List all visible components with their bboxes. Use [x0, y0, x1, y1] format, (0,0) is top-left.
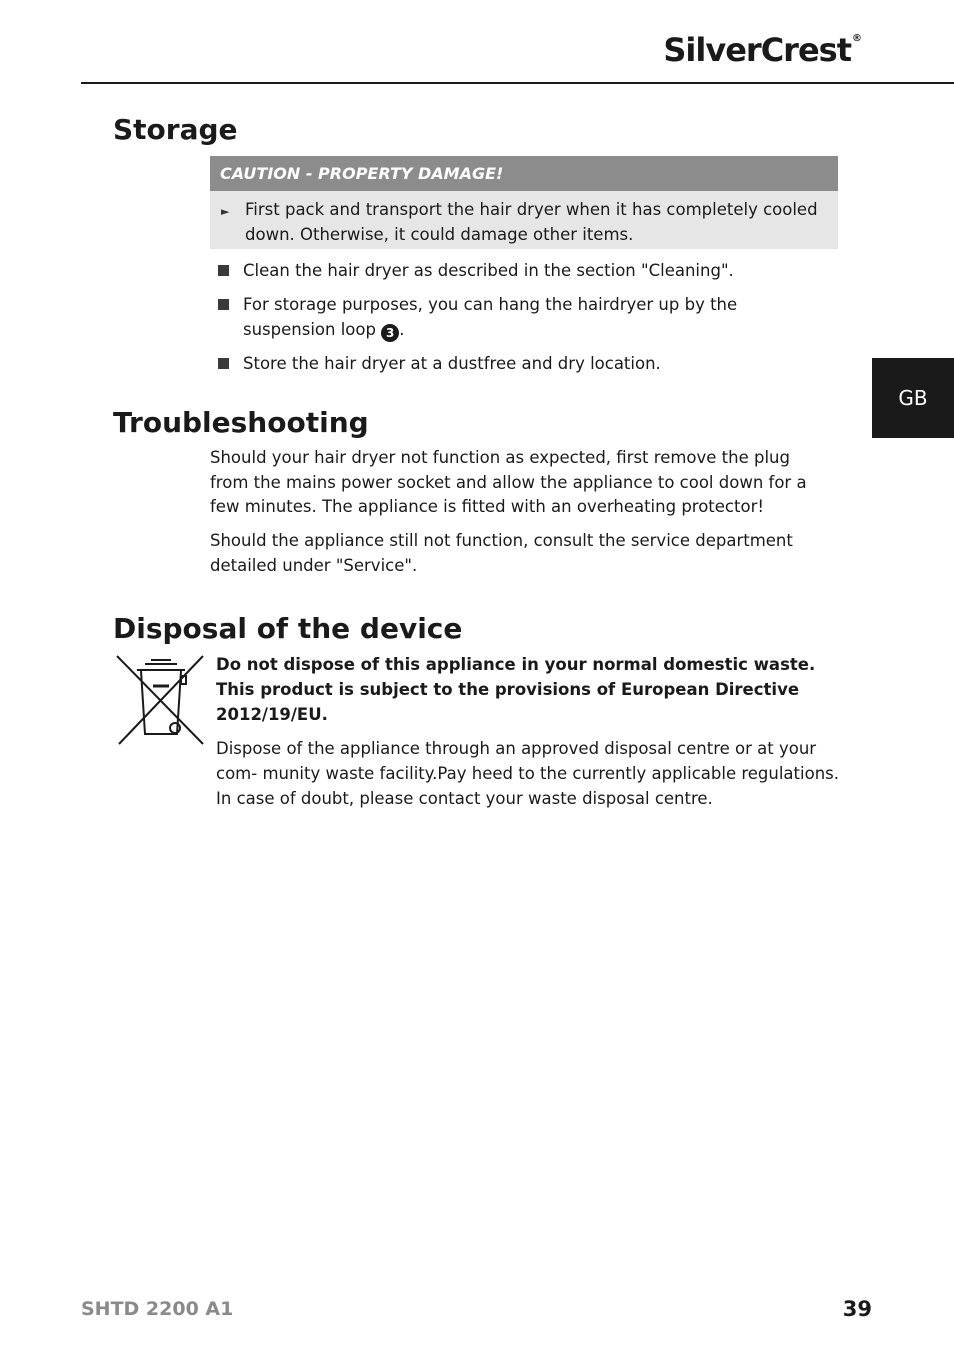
registered-mark: ® [852, 33, 862, 44]
troubleshooting-paragraph: Should the appliance still not function, consult the service department detailed under "Service". [210, 531, 793, 575]
disposal-heading: Disposal of the device [113, 612, 463, 645]
caution-text: First pack and transport the hair dryer when it has completely cooled down. Otherwise, it could damage other items. [245, 200, 818, 244]
troubleshooting-paragraph: Should your hair dryer not function as expected, first remove the plug from the mains power socket and allow the appliance to cool down for a few minutes. The appliance is fitted with an overheating protector! [210, 448, 807, 516]
list-item-text-suffix: . [399, 320, 405, 339]
disposal-paragraph: Dispose of the appliance through an approved disposal centre or at your com- munity waste facility.Pay heed to the currently applicable regulations. In case of doubt, please contact your waste disposal centre. [216, 739, 839, 808]
caution-box [210, 156, 838, 249]
list-item [216, 258, 826, 283]
header-rule [81, 82, 954, 84]
language-tab-label: GB [898, 386, 928, 410]
caution-title: CAUTION - PROPERTY DAMAGE! [210, 156, 838, 191]
brand-name: SilverCrest [663, 31, 851, 69]
list-item-text: Store the hair dryer at a dustfree and dry location. [243, 354, 661, 373]
list-item-text-main: For storage purposes, you can hang the hairdryer up by the suspension loop [243, 295, 738, 339]
crossed-out-wheelie-bin-icon [115, 654, 207, 746]
brand-logo [663, 31, 862, 69]
square-bullet-icon [218, 265, 229, 276]
page-number: 39 [842, 1297, 872, 1321]
square-bullet-icon [218, 299, 229, 310]
storage-heading: Storage [113, 113, 238, 146]
list-item-text: Clean the hair dryer as described in the section "Cleaning". [243, 261, 734, 280]
square-bullet-icon [218, 358, 229, 369]
language-tab [872, 358, 954, 438]
part-number-badge: 3 [381, 324, 399, 342]
disposal-warning: Do not dispose of this appliance in your normal domestic waste. This product is subject to the provisions of European Directive 2012/19/EU. [216, 655, 816, 724]
troubleshooting-heading: Troubleshooting [113, 406, 369, 439]
list-item [216, 292, 826, 342]
footer-model: SHTD 2200 A1 [81, 1298, 234, 1320]
list-item-text [216, 292, 826, 342]
arrow-icon: ► [221, 205, 230, 218]
caution-body [210, 191, 838, 247]
list-item [216, 351, 826, 376]
